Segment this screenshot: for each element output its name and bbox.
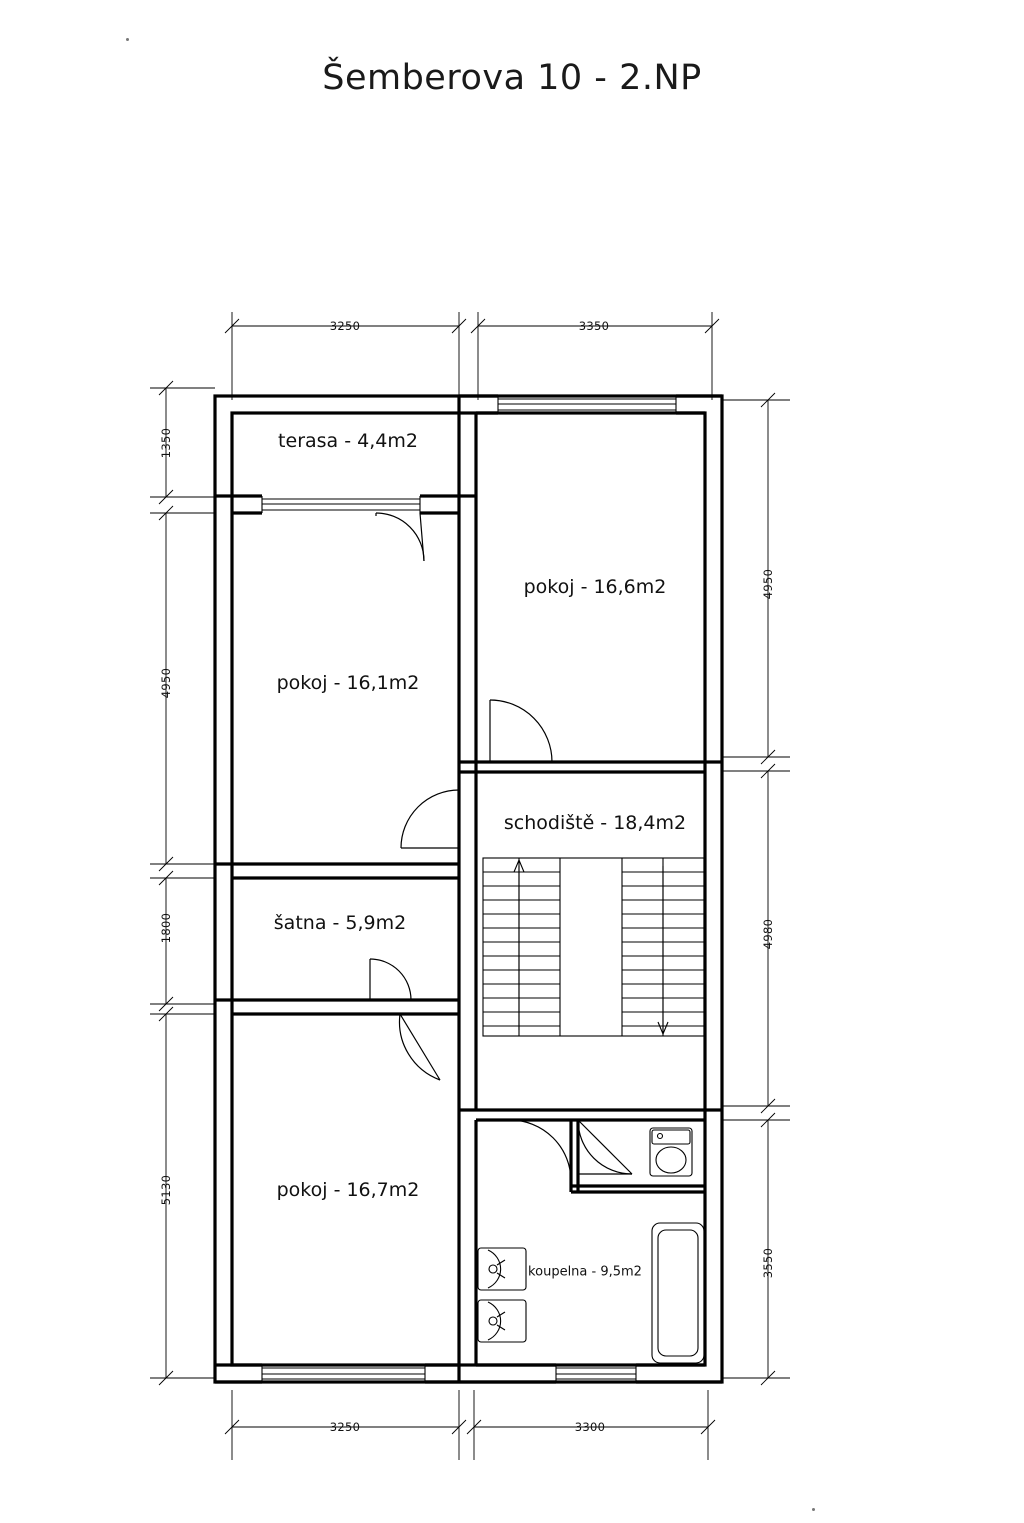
dim-top-left: 3250 — [329, 319, 361, 333]
room-label-schodiste: schodiště - 18,4m2 — [503, 812, 687, 834]
dim-right-4980: 4980 — [761, 918, 775, 950]
dim-bottom-right: 3300 — [574, 1420, 606, 1434]
room-label-satna: šatna - 5,9m2 — [273, 912, 407, 934]
dim-right-4950: 4950 — [761, 568, 775, 600]
dim-right-3550: 3550 — [761, 1247, 775, 1279]
dim-left-4950: 4950 — [159, 667, 173, 699]
room-label-pokoj-3: pokoj - 16,7m2 — [276, 1179, 420, 1201]
room-label-pokoj-1: pokoj - 16,6m2 — [523, 576, 667, 598]
page-title: Šemberova 10 - 2.NP — [322, 58, 702, 98]
room-label-terasa: terasa - 4,4m2 — [278, 430, 418, 452]
dim-left-5130: 5130 — [159, 1174, 173, 1206]
dim-bottom-left: 3250 — [329, 1420, 361, 1434]
room-label-pokoj-2: pokoj - 16,1m2 — [276, 672, 420, 694]
dim-top-right: 3350 — [578, 319, 610, 333]
dim-left-1800: 1800 — [159, 912, 173, 944]
room-label-koupelna: koupelna - 9,5m2 — [528, 1264, 642, 1280]
dim-left-1350: 1350 — [159, 427, 173, 459]
